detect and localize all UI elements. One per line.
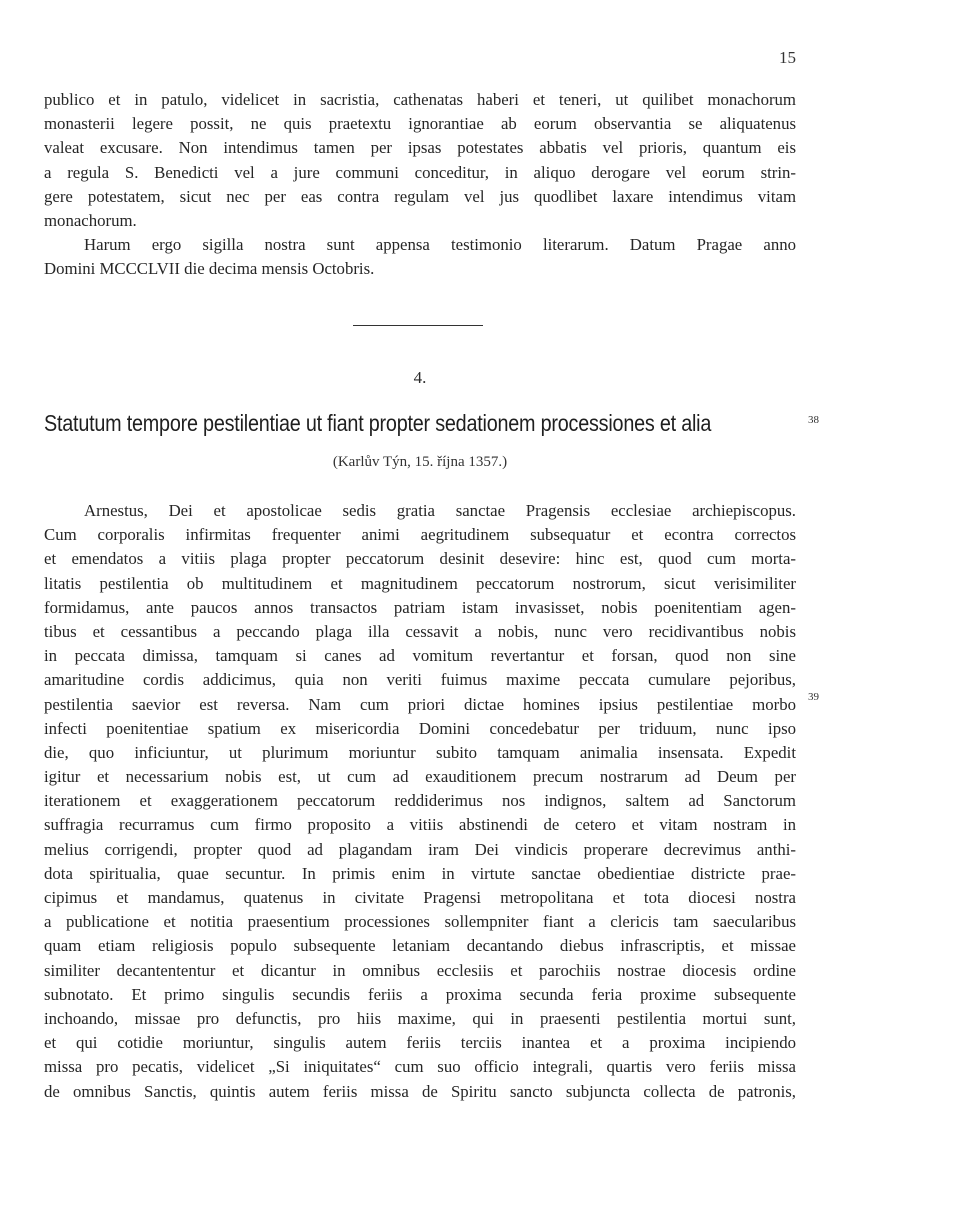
text-line: quam etiam religiosis populo subsequente letaniam decantando diebus infrascriptis, et missae [44, 936, 796, 956]
text-line: cipimus et mandamus, quatenus in civitate Pragensi metropolitana et tota diocesi nostra [44, 888, 796, 907]
text-line: a regula S. Benedicti vel a jure communi conceditur, in aliquo derogare vel eorum strin- [44, 162, 796, 182]
text-line: Arnestus, Dei et apostolicae sedis gratia sanctae Pragensis ecclesiae archiepiscopus. [84, 501, 796, 520]
text-line: pestilentia saevior est reversa. Nam cum priori dictae homines ipsius pestilentiae morbo [44, 694, 796, 714]
text-line: igitur et necessarium nobis est, ut cum ad exauditionem precum nostrarum ad Deum per [44, 767, 796, 787]
text-line: iterationem et exaggerationem peccatorum reddiderimus nos indignos, saltem ad Sanctorum [44, 791, 796, 811]
text-line: gere potestatem, sicut nec per eas contra regulam vel jus quodlibet laxare intendimus vitam [44, 186, 796, 206]
text-line: et qui cotidie moriuntur, singulis autem feriis terciis inantea et a proxima incipiendo [44, 1033, 796, 1053]
text-line: litatis pestilentia ob multitudinem et magnitudinem peccatorum nostrorum, sicut verisimiliter [44, 573, 796, 593]
text-line: subnotato. Et primo singulis secundis feriis a proxima secunda feria proxime subsequente [44, 984, 796, 1004]
preceding-text [44, 88, 796, 282]
text-line: publico et in patulo, videlicet in sacristia, cathenatas haberi et teneri, ut quilibet monachorum [44, 90, 796, 109]
text-line: amaritudine cordis addicimus, quia non veriti fuimus maxime peccata cumulare pejoribus, [44, 670, 796, 690]
text-line: monachorum. [44, 210, 137, 230]
text-line: Cum corporalis infirmitas frequenter animi aegritudinem subsequatur et econtra correctos [44, 525, 796, 545]
text-line: dota spiritualia, quae secuntur. In primis enim in virtute sanctae obedientiae districte prae- [44, 863, 796, 883]
text-line: Domini MCCCLVII die decima mensis Octobris. [44, 259, 375, 279]
place-date: (Karlův Týn, 15. října 1357.) [332, 454, 508, 470]
section-number: 4. [413, 368, 427, 387]
text-line: die, quo inficiuntur, ut plurimum moriuntur subito tamquam animalia insensata. Expedit [44, 742, 796, 762]
text-line: missa pro pecatis, videlicet „Si iniquitates“ cum suo officio integrali, quartis vero feriis missa [44, 1057, 796, 1077]
text-line: in peccata dimissa, tamquam si canes ad vomitum revertantur et forsan, quod non sine [44, 646, 796, 666]
text-line: de omnibus Sanctis, quintis autem feriis missa de Spiritu sancto subjuncta collecta de patronis, [44, 1081, 796, 1101]
margin-note: 38 [808, 414, 819, 426]
statute-title: Statutum tempore pestilentiae ut fiant propter sedationem processiones et alia [44, 410, 712, 436]
text-line: et emendatos a vitiis plaga propter peccatorum desinit desevire: hinc est, quod cum morta- [44, 549, 796, 569]
text-line: valeat excusare. Non intendimus tamen per ipsas potestates abbatis vel prioris, quantum eis [44, 138, 796, 158]
text-line: monasterii legere possit, ne quis praetextu ignorantiae ab eorum observantia se aliquatenus [44, 114, 796, 134]
text-line: a publicatione et notitia praesentium processiones sollempniter fiant a clericis tam saecularibus [44, 912, 796, 932]
text-line: melius corrigendi, propter quod ad plagandam iram Dei vindicis properare decrevimus anthi- [44, 839, 796, 859]
section-divider [353, 325, 483, 326]
margin-note: 39 [808, 691, 819, 703]
text-line: Harum ergo sigilla nostra sunt appensa testimonio literarum. Datum Pragae anno [84, 235, 796, 255]
text-line: inchoando, missae pro defunctis, pro hiis maxime, qui in praesenti pestilentia mortui sunt, [44, 1008, 796, 1028]
text-line: suffragia recurramus cum firmo proposito a vitiis abstinendi de cetero et vitam nostram in [44, 815, 796, 835]
text-line: tibus et cessantibus a peccando plaga illa cessavit a nobis, nunc vero recidivantibus nobis [44, 621, 796, 641]
text-line: infecti poenitentiae spatium ex misericordia Domini concedebatur per triduum, nunc ipso [44, 718, 796, 738]
text-line: formidamus, ante paucos annos transactos patriam istam invasisset, nobis poenitentiam agen- [44, 597, 796, 617]
text-line: similiter decantententur et dicantur in omnibus ecclesiis et parochiis nostrae diocesis ordine [44, 960, 796, 980]
page-number: 15 [779, 48, 796, 67]
statute-body [44, 499, 796, 1104]
